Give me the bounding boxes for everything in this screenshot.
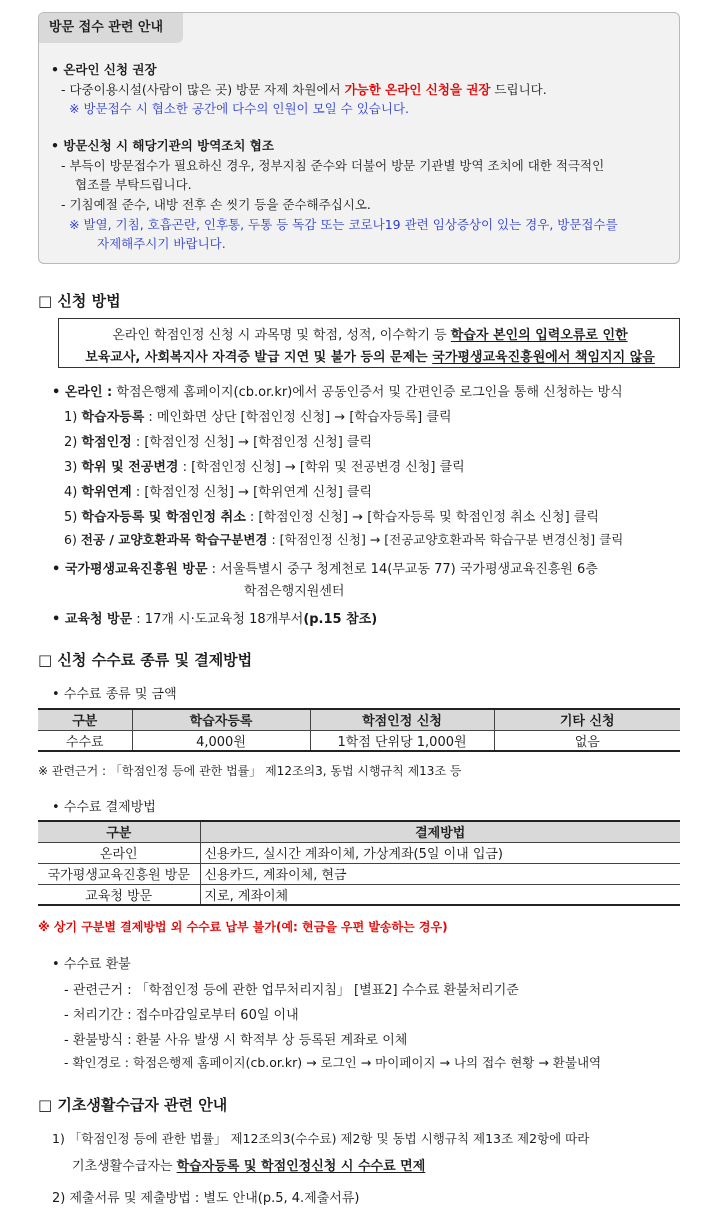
- notice-item1-heading: • 온라인 신청 권장: [51, 62, 157, 77]
- disclaimer-box: [58, 318, 680, 368]
- notice-item2-line3: - 기침예절 준수, 내방 전후 손 씻기 등을 준수해주십시오.: [61, 197, 371, 212]
- table-row: [38, 863, 680, 884]
- online-method: • 온라인 : 학점은행제 홈페이지(cb.or.kr)에서 공동인증서 및 간편인증 로그인을 통해 신청하는 방식: [52, 385, 623, 400]
- refund-line: - 확인경로 : 학점은행제 홈페이지(cb.or.kr) → 로그인 → 마이페이지 → 나의 접수 현황 → 환불내역: [64, 1055, 602, 1070]
- notice-item2-line2: 협조를 부탁드립니다.: [75, 177, 192, 192]
- notice-item2-heading: • 방문신청 시 해당기관의 방역조치 협조: [51, 138, 274, 153]
- payment-type-cell: 온라인: [38, 842, 200, 863]
- notice-title: 방문 접수 관련 안내: [39, 13, 183, 43]
- disclaimer-line1: 온라인 학점인정 신청 시 과목명 및 학점, 성적, 이수학기 등 학습자 본인의 입력오류로 인한: [112, 328, 628, 343]
- refund-heading: • 수수료 환불: [52, 957, 131, 972]
- notice-item2-line1: - 부득이 방문접수가 필요하신 경우, 정부지침 준수와 더불어 방문 기관별 방역 조치에 대한 적극적인: [61, 158, 605, 173]
- basic-line3: 2) 제출서류 및 제출방법 : 별도 안내(p.5, 4.제출서류): [52, 1191, 360, 1206]
- step-4: 4) 학위연계 : [학점인정 신청] → [학위연계 신청] 클릭: [64, 485, 373, 500]
- fee-table-header: [38, 709, 680, 730]
- visit-nile-line2: 학점은행지원센터: [244, 584, 345, 599]
- pay-method-heading: • 수수료 결제방법: [52, 800, 156, 815]
- step-6: 6) 전공 / 교양호환과목 학습구분변경 : [학점인정 신청] → [전공교양호환과목 학습구분 변경신청] 클릭: [64, 532, 624, 547]
- payment-method-cell: 신용카드, 실시간 계좌이체, 가상계좌(5일 이내 입금): [200, 842, 680, 863]
- section-title-apply: □ 신청 방법: [38, 292, 121, 310]
- payment-col-header: 구분: [38, 821, 200, 842]
- fee-table: [38, 708, 680, 752]
- payment-method-cell: 신용카드, 계좌이체, 현금: [200, 863, 680, 884]
- notice-item1-line1: - 다중이용시설(사람이 많은 곳) 방문 자제 차원에서 가능한 온라인 신청을 권장 드립니다.: [61, 82, 547, 97]
- basic-line2: 기초생활수급자는 학습자등록 및 학점인정신청 시 수수료 면제: [72, 1159, 426, 1174]
- refund-line: - 관련근거 : 「학점인정 등에 관한 업무처리지침」 [별표2] 수수료 환불처리기준: [64, 983, 519, 998]
- fee-cell: 4,000원: [132, 730, 310, 751]
- table-row: [38, 730, 680, 751]
- table-row: [38, 884, 680, 905]
- fee-cell: 없음: [494, 730, 680, 751]
- disclaimer-line2: 보육교사, 사회복지사 자격증 발급 지연 및 불가 등의 문제는 국가평생교육진흥원에서 책임지지 않음: [85, 350, 655, 365]
- table-row: [38, 842, 680, 863]
- visit-notice-box: [38, 12, 680, 264]
- notice-item2-note2: 자제해주시기 바랍니다.: [97, 236, 226, 251]
- law-note: ※ 관련근거 : 「학점인정 등에 관한 법률」 제12조의3, 동법 시행규칙 제13조 등: [38, 764, 462, 778]
- fee-col-header: 학습자등록: [132, 709, 310, 730]
- payment-table: [38, 820, 680, 906]
- payment-method-cell: 지로, 계좌이체: [200, 884, 680, 905]
- notice-item2-note1: ※ 발열, 기침, 호흡곤란, 인후통, 두통 등 독감 또는 코로나19 관련 임상증상이 있는 경우, 방문접수를: [69, 217, 618, 232]
- fee-kinds-heading: • 수수료 종류 및 금액: [52, 687, 177, 702]
- payment-type-cell: 국가평생교육진흥원 방문: [38, 863, 200, 884]
- section-title-basic: □ 기초생활수급자 관련 안내: [38, 1096, 228, 1114]
- step-1: 1) 학습자등록 : 메인화면 상단 [학점인정 신청] → [학습자등록] 클릭: [64, 410, 452, 425]
- fee-col-header: 구분: [38, 709, 132, 730]
- refund-line: - 환불방식 : 환불 사유 발생 시 학적부 상 등록된 계좌로 이체: [64, 1033, 408, 1048]
- basic-line1: 1) 「학점인정 등에 관한 법률」 제12조의3(수수료) 제2항 및 동법 시행규칙 제13조 제2항에 따라: [52, 1131, 590, 1146]
- step-5: 5) 학습자등록 및 학점인정 취소 : [학점인정 신청] → [학습자등록 및 학점인정 취소 신청] 클릭: [64, 510, 599, 525]
- fee-col-header: 학점인정 신청: [310, 709, 494, 730]
- visit-nile: • 국가평생교육진흥원 방문 : 서울특별시 중구 청계천로 14(무교동 77) 국가평생교육진흥원 6층: [52, 562, 598, 577]
- refund-line: - 처리기간 : 접수마감일로부터 60일 이내: [64, 1008, 299, 1023]
- visit-office: • 교육청 방문 : 17개 시·도교육청 18개부서(p.15 참조): [52, 612, 378, 627]
- step-2: 2) 학점인정 : [학점인정 신청] → [학점인정 신청] 클릭: [64, 435, 373, 450]
- fee-cell: 1학점 단위당 1,000원: [310, 730, 494, 751]
- payment-type-cell: 교육청 방문: [38, 884, 200, 905]
- payment-col-header: 결제방법: [200, 821, 680, 842]
- notice-item1-note: ※ 방문접수 시 협소한 공간에 다수의 인원이 모일 수 있습니다.: [69, 101, 410, 116]
- payment-table-header: [38, 821, 680, 842]
- payment-warning: ※ 상기 구분별 결제방법 외 수수료 납부 불가(예: 현금을 우편 발송하는 경우): [38, 920, 448, 934]
- section-title-fee: □ 신청 수수료 종류 및 결제방법: [38, 651, 253, 669]
- fee-col-header: 기타 신청: [494, 709, 680, 730]
- fee-cell: 수수료: [38, 730, 132, 751]
- step-3: 3) 학위 및 전공변경 : [학점인정 신청] → [학위 및 전공변경 신청] 클릭: [64, 460, 465, 475]
